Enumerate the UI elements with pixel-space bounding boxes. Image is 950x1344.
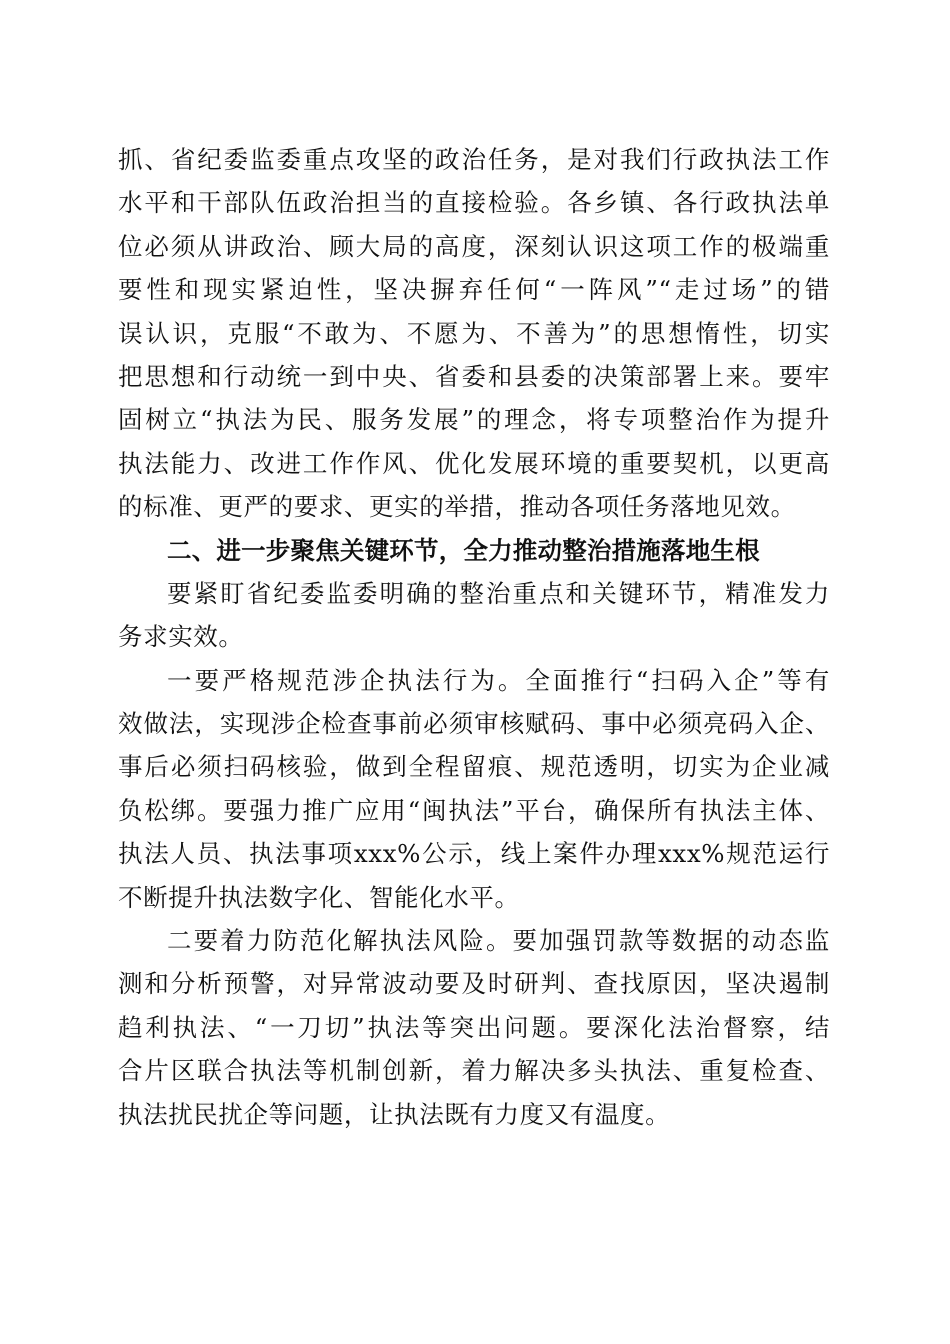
- text-line: 把思想和行动统一到中央、省委和县委的决策部署上来。要牢: [118, 361, 830, 391]
- text-line: 负松绑。要强力推广应用“闽执法”平台，确保所有执法主体、: [118, 795, 830, 825]
- text-line: 务求实效。: [118, 622, 244, 652]
- text-line: 二要着力防范化解执法风险。要加强罚款等数据的动态监: [167, 926, 830, 956]
- section-heading: 二、进一步聚焦关键环节，全力推动整治措施落地生根: [167, 535, 760, 565]
- text-line: 水平和干部队伍政治担当的直接检验。各乡镇、各行政执法单: [118, 188, 830, 218]
- text-line: 执法能力、改进工作作风、优化发展环境的重要契机，以更高: [118, 448, 830, 478]
- text-line: 合片区联合执法等机制创新，着力解决多头执法、重复检查、: [118, 1056, 830, 1086]
- document-body: [118, 138, 830, 1136]
- text-line: 事后必须扫码核验，做到全程留痕、规范透明，切实为企业减: [118, 752, 830, 782]
- text-line: 不断提升执法数字化、智能化水平。: [118, 882, 520, 912]
- text-line: 趋利执法、“一刀切”执法等突出问题。要深化法治督察，结: [118, 1012, 830, 1042]
- text-line: 要紧盯省纪委监委明确的整治重点和关键环节，精准发力: [167, 578, 830, 608]
- text-line: 一要严格规范涉企执法行为。全面推行“扫码入企”等有: [167, 665, 830, 695]
- text-line: 的标准、更严的要求、更实的举措，推动各项任务落地见效。: [118, 492, 796, 522]
- text-line: 误认识，克服“不敢为、不愿为、不善为”的思想惰性，切实: [118, 318, 830, 348]
- text-line: 效做法，实现涉企检查事前必须审核赋码、事中必须亮码入企、: [118, 709, 830, 739]
- text-line: 位必须从讲政治、顾大局的高度，深刻认识这项工作的极端重: [118, 231, 830, 261]
- text-line: 执法人员、执法事项xxx%公示，线上案件办理xxx%规范运行: [118, 839, 830, 869]
- text-line: 要性和现实紧迫性，坚决摒弃任何“一阵风”“走过场”的错: [118, 275, 830, 305]
- text-line: 执法扰民扰企等问题，让执法既有力度又有温度。: [118, 1099, 671, 1129]
- text-line: 测和分析预警，对异常波动要及时研判、查找原因，坚决遏制: [118, 969, 830, 999]
- text-line: 抓、省纪委监委重点攻坚的政治任务，是对我们行政执法工作: [118, 145, 830, 174]
- text-line: 固树立“执法为民、服务发展”的理念，将专项整治作为提升: [118, 405, 830, 435]
